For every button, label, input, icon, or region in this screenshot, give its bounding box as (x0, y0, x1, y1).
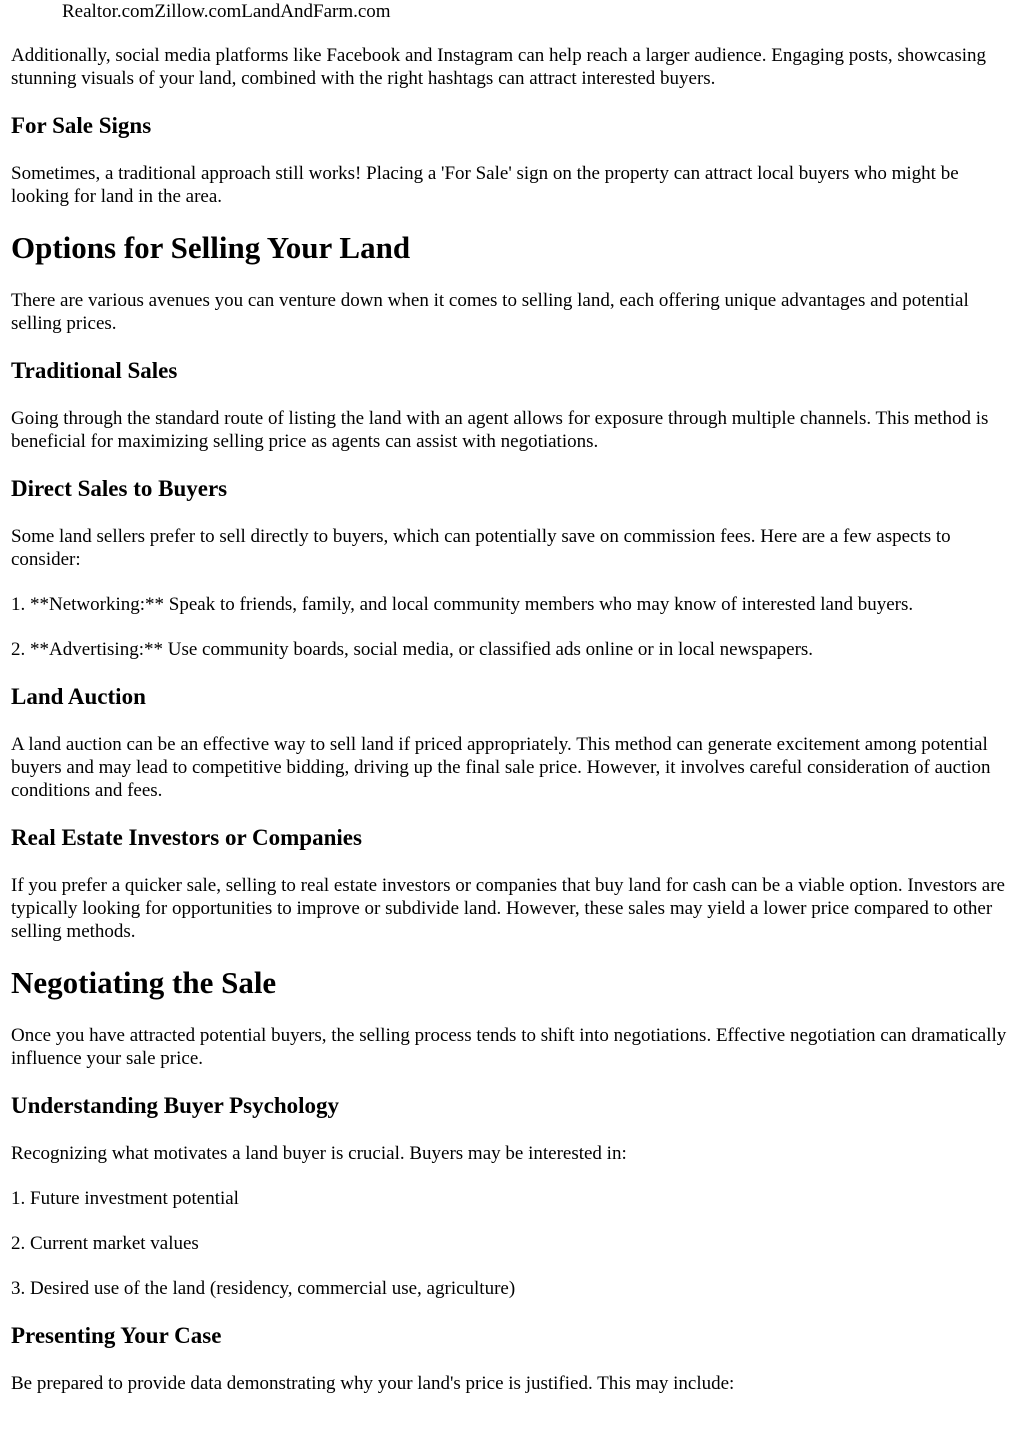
article-body (11, 44, 1013, 1417)
paragraph-presenting-case: Be prepared to provide data demonstrating why your land's price is justified. This may include: (11, 1373, 735, 1394)
link-realtor[interactable]: Realtor.com (62, 1, 155, 22)
heading-investors: Real Estate Investors or Companies (11, 825, 362, 850)
list-item-advertising: 2. **Advertising:** Use community boards, social media, or classified ads online or in local newspapers. (11, 639, 814, 660)
link-landandfarm[interactable]: LandAndFarm.com (241, 1, 391, 22)
list-item-market-values: 2. Current market values (11, 1233, 199, 1254)
paragraph-for-sale-signs: Sometimes, a traditional approach still works! Placing a 'For Sale' sign on the property can attract local buyers who might be looking for land in the area. (11, 163, 959, 207)
paragraph-direct-sales: Some land sellers prefer to sell directly to buyers, which can potentially save on commission fees. Here are a few aspects to consider: (11, 526, 951, 570)
paragraph-traditional-sales: Going through the standard route of listing the land with an agent allows for exposure through multiple channels. This method is beneficial for maximizing selling price as agents can assist with negotiations. (11, 408, 989, 452)
top-links (62, 1, 391, 23)
list-item-investment: 1. Future investment potential (11, 1188, 239, 1209)
heading-buyer-psychology: Understanding Buyer Psychology (11, 1093, 340, 1118)
heading-options-for-selling: Options for Selling Your Land (11, 230, 411, 265)
list-item-networking: 1. **Networking:** Speak to friends, family, and local community members who may know of interested land buyers. (11, 594, 914, 615)
paragraph-land-auction: A land auction can be an effective way to sell land if priced appropriately. This method can generate excitement among potential buyers and may lead to competitive bidding, driving up the final sale price. However, it involves careful consideration of auction conditions and fees. (11, 734, 991, 801)
paragraph-negotiating: Once you have attracted potential buyers, the selling process tends to shift into negotiations. Effective negotiation can dramatically influence your sale price. (11, 1025, 1007, 1069)
heading-land-auction: Land Auction (11, 684, 146, 709)
paragraph-buyer-psychology: Recognizing what motivates a land buyer is crucial. Buyers may be interested in: (11, 1143, 627, 1164)
paragraph-investors: If you prefer a quicker sale, selling to real estate investors or companies that buy land for cash can be a viable option. Investors are typically looking for opportunities to improve or subdivide land. However, these sales may yield a lower price compared to other selling methods. (11, 875, 1005, 942)
heading-for-sale-signs: For Sale Signs (11, 113, 152, 138)
heading-negotiating: Negotiating the Sale (11, 965, 277, 1000)
paragraph-options: There are various avenues you can venture down when it comes to selling land, each offering unique advantages and potential selling prices. (11, 290, 969, 334)
heading-traditional-sales: Traditional Sales (11, 358, 178, 383)
list-item-desired-use: 3. Desired use of the land (residency, commercial use, agriculture) (11, 1278, 516, 1299)
paragraph-social-media: Additionally, social media platforms like Facebook and Instagram can help reach a larger audience. Engaging posts, showcasing stunning visuals of your land, combined with the right hashtags can attract interested buyers. (11, 45, 987, 89)
link-zillow[interactable]: Zillow.com (154, 1, 242, 22)
heading-direct-sales: Direct Sales to Buyers (11, 476, 228, 501)
heading-presenting-case: Presenting Your Case (11, 1323, 222, 1348)
